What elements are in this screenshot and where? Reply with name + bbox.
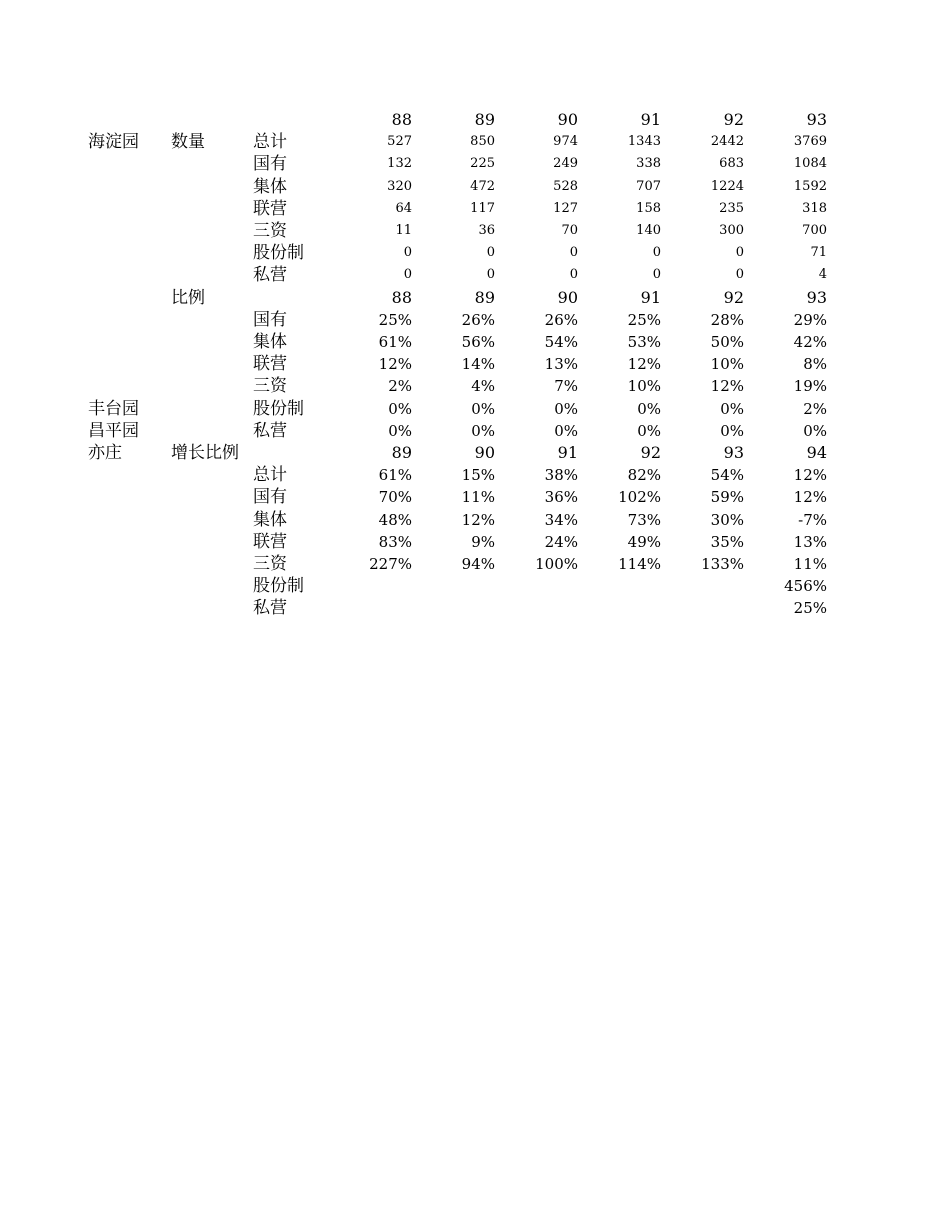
value-cell: 1084 xyxy=(793,156,827,172)
table-row xyxy=(0,442,950,464)
category-label: 联营 xyxy=(253,531,287,552)
value-cell xyxy=(654,597,744,619)
year-header-cell: 91 xyxy=(640,110,661,129)
value-cell: 0 xyxy=(652,245,661,261)
value-cell xyxy=(322,597,412,619)
value-cell: 1592 xyxy=(793,178,827,194)
category-label: 私营 xyxy=(253,265,287,286)
value-cell: 100% xyxy=(535,555,578,573)
value-cell: 48% xyxy=(378,510,412,529)
table-row xyxy=(0,331,950,353)
value-cell: 117 xyxy=(470,200,495,216)
category-label: 三资 xyxy=(253,554,287,574)
year-header-cell: 88 xyxy=(391,287,412,307)
value-cell: 0 xyxy=(735,267,744,283)
category-label: 私营 xyxy=(253,598,287,619)
value-cell: 0% xyxy=(471,421,495,440)
value-cell: 53% xyxy=(627,333,661,351)
group-label: 丰台园 xyxy=(88,398,139,419)
value-cell: 318 xyxy=(802,200,827,216)
value-cell: 7% xyxy=(554,377,578,396)
year-header-cell: 91 xyxy=(640,287,661,307)
value-cell: 114% xyxy=(618,555,661,573)
value-cell: 10% xyxy=(710,355,744,374)
value-cell: 4% xyxy=(471,377,495,396)
category-label: 股份制 xyxy=(253,243,304,264)
value-cell: 102% xyxy=(618,488,661,507)
value-cell: 70 xyxy=(561,223,578,238)
value-cell: 38% xyxy=(544,466,578,485)
category-label: 国有 xyxy=(253,154,287,175)
table-row xyxy=(0,398,950,420)
value-cell: 0 xyxy=(569,267,578,283)
value-cell: 0% xyxy=(388,399,412,418)
value-cell: 35% xyxy=(710,532,744,551)
value-cell: 0 xyxy=(486,245,495,261)
group-label: 亦庄 xyxy=(88,443,122,463)
value-cell: 2% xyxy=(803,399,827,418)
year-header-cell: 93 xyxy=(806,110,827,129)
value-cell: 0% xyxy=(637,399,661,418)
value-cell: 2442 xyxy=(710,134,744,150)
section-label: 增长比例 xyxy=(171,443,239,463)
value-cell: 158 xyxy=(636,200,661,216)
year-header-cell: 90 xyxy=(557,110,578,129)
value-cell: 26% xyxy=(461,310,495,329)
value-cell: 12% xyxy=(793,488,827,507)
category-label: 集体 xyxy=(253,509,287,530)
year-header-cell: 92 xyxy=(723,110,744,129)
value-cell: 19% xyxy=(793,377,827,396)
table-row xyxy=(0,597,950,619)
value-cell: 0 xyxy=(569,245,578,261)
value-cell: 132 xyxy=(387,156,412,172)
value-cell: 14% xyxy=(461,355,495,374)
value-cell: 300 xyxy=(719,223,744,238)
value-cell: 456% xyxy=(784,577,827,596)
value-cell: 0% xyxy=(637,421,661,440)
value-cell: 30% xyxy=(710,510,744,529)
category-label: 私营 xyxy=(253,420,287,441)
value-cell: 12% xyxy=(378,355,412,374)
year-header-cell: 91 xyxy=(557,443,578,462)
value-cell xyxy=(488,597,578,619)
table-row xyxy=(0,553,950,575)
value-cell: 49% xyxy=(627,532,661,551)
table-row xyxy=(0,109,950,131)
value-cell: 0 xyxy=(652,267,661,283)
value-cell xyxy=(571,597,661,619)
value-cell: 127 xyxy=(553,200,578,216)
value-cell: 0% xyxy=(554,399,578,418)
value-cell: 1343 xyxy=(627,134,661,150)
value-cell: 42% xyxy=(793,333,827,351)
value-cell: 25% xyxy=(793,599,827,618)
value-cell: 13% xyxy=(544,355,578,374)
section-label: 数量 xyxy=(171,132,205,153)
value-cell: 54% xyxy=(544,333,578,351)
table-row xyxy=(0,375,950,397)
category-label: 三资 xyxy=(253,376,287,397)
value-cell xyxy=(654,575,744,597)
category-label: 股份制 xyxy=(253,576,304,597)
table-row xyxy=(0,287,950,309)
year-header-cell: 92 xyxy=(640,443,661,462)
value-cell: 64 xyxy=(395,200,412,216)
year-header-cell: 94 xyxy=(806,443,827,462)
value-cell: 12% xyxy=(627,355,661,374)
value-cell: 34% xyxy=(544,510,578,529)
section-label: 比例 xyxy=(171,287,205,308)
value-cell: 24% xyxy=(544,532,578,551)
value-cell: 472 xyxy=(470,178,495,194)
value-cell: 0% xyxy=(720,399,744,418)
value-cell xyxy=(322,575,412,597)
year-header-cell: 89 xyxy=(474,287,495,307)
year-header-cell: 93 xyxy=(806,287,827,307)
value-cell: 71 xyxy=(810,245,827,261)
category-label: 联营 xyxy=(253,198,287,219)
category-label: 集体 xyxy=(253,332,287,352)
value-cell: 320 xyxy=(387,178,412,194)
value-cell: 82% xyxy=(627,466,661,485)
value-cell: 4 xyxy=(818,267,827,283)
year-header-cell: 93 xyxy=(723,443,744,462)
value-cell: 36% xyxy=(544,488,578,507)
value-cell: 15% xyxy=(461,466,495,485)
value-cell: 700 xyxy=(802,223,827,238)
value-cell: 9% xyxy=(471,532,495,551)
category-label: 总计 xyxy=(253,132,287,153)
year-header-cell: 90 xyxy=(557,287,578,307)
value-cell: 0 xyxy=(403,245,412,261)
value-cell: 225 xyxy=(470,156,495,172)
value-cell: 0% xyxy=(720,421,744,440)
value-cell: 94% xyxy=(461,555,495,573)
table-row xyxy=(0,575,950,597)
value-cell: 28% xyxy=(710,310,744,329)
value-cell: 26% xyxy=(544,310,578,329)
value-cell: -7% xyxy=(798,510,827,529)
value-cell: 140 xyxy=(636,223,661,238)
value-cell: 54% xyxy=(710,466,744,485)
value-cell: 25% xyxy=(378,310,412,329)
value-cell xyxy=(571,575,661,597)
table-row xyxy=(0,509,950,531)
value-cell: 36 xyxy=(478,223,495,238)
value-cell: 0% xyxy=(803,421,827,440)
table-row xyxy=(0,420,950,442)
table-row xyxy=(0,353,950,375)
value-cell: 12% xyxy=(461,510,495,529)
value-cell: 61% xyxy=(378,333,412,351)
value-cell: 3769 xyxy=(793,134,827,150)
category-label: 三资 xyxy=(253,221,287,241)
value-cell: 227% xyxy=(369,555,412,573)
value-cell: 0 xyxy=(403,267,412,283)
value-cell: 12% xyxy=(793,466,827,485)
value-cell: 70% xyxy=(378,488,412,507)
group-label: 海淀园 xyxy=(88,132,139,153)
table-row xyxy=(0,531,950,553)
value-cell: 235 xyxy=(719,200,744,216)
category-label: 联营 xyxy=(253,354,287,375)
value-cell: 56% xyxy=(461,333,495,351)
value-cell: 25% xyxy=(627,310,661,329)
value-cell: 0% xyxy=(471,399,495,418)
value-cell: 527 xyxy=(387,134,412,150)
table-row xyxy=(0,176,950,198)
value-cell: 0 xyxy=(486,267,495,283)
category-label: 股份制 xyxy=(253,398,304,419)
value-cell: 0% xyxy=(388,421,412,440)
category-label: 国有 xyxy=(253,309,287,330)
value-cell: 50% xyxy=(710,333,744,351)
value-cell: 73% xyxy=(627,510,661,529)
table-row xyxy=(0,264,950,286)
table-row xyxy=(0,131,950,153)
year-header-cell: 92 xyxy=(723,287,744,307)
value-cell: 83% xyxy=(378,532,412,551)
table-row xyxy=(0,242,950,264)
table-row xyxy=(0,198,950,220)
value-cell: 528 xyxy=(553,178,578,194)
table-row xyxy=(0,309,950,331)
value-cell: 59% xyxy=(710,488,744,507)
value-cell: 133% xyxy=(701,555,744,573)
value-cell: 683 xyxy=(719,156,744,172)
category-label: 国有 xyxy=(253,487,287,508)
value-cell xyxy=(488,575,578,597)
table-row xyxy=(0,464,950,486)
category-label: 集体 xyxy=(253,176,287,197)
value-cell: 249 xyxy=(553,156,578,172)
value-cell: 338 xyxy=(636,156,661,172)
value-cell: 10% xyxy=(627,377,661,396)
value-cell: 61% xyxy=(378,466,412,485)
year-header-cell: 88 xyxy=(391,110,412,129)
year-header-cell: 90 xyxy=(474,443,495,462)
year-header-cell: 89 xyxy=(474,110,495,129)
value-cell: 0 xyxy=(735,245,744,261)
value-cell xyxy=(405,597,495,619)
value-cell: 13% xyxy=(793,532,827,551)
value-cell: 11% xyxy=(461,488,495,507)
table-row xyxy=(0,153,950,175)
table-row xyxy=(0,486,950,508)
value-cell: 8% xyxy=(803,355,827,374)
value-cell: 29% xyxy=(793,310,827,329)
value-cell xyxy=(405,575,495,597)
group-label: 昌平园 xyxy=(88,420,139,441)
value-cell: 11% xyxy=(793,555,827,573)
value-cell: 0% xyxy=(554,421,578,440)
value-cell: 12% xyxy=(710,377,744,396)
value-cell: 707 xyxy=(636,178,661,194)
year-header-cell: 89 xyxy=(391,443,412,462)
value-cell: 11 xyxy=(395,223,412,238)
value-cell: 850 xyxy=(470,134,495,150)
category-label: 总计 xyxy=(253,465,287,486)
table-row xyxy=(0,220,950,242)
value-cell: 1224 xyxy=(710,178,744,194)
value-cell: 2% xyxy=(388,377,412,396)
value-cell: 974 xyxy=(553,134,578,150)
